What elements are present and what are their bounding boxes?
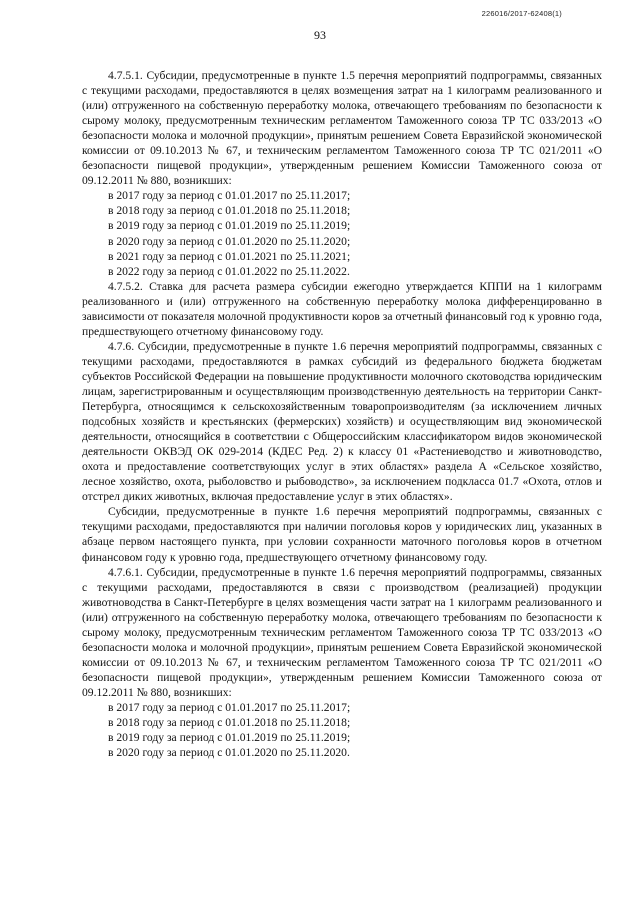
paragraph-4-7-5-2: 4.7.5.2. Ставка для расчета размера субсидии ежегодно утверждается КППИ на 1 килограмм реализованного и (или) отгруженного на собственную переработку молока дифференцированно в зависимости от показателя молочной продуктивности коров за отчетный финансовый год к уровню года, предшествующего отчетному финансовому году. <box>82 279 602 338</box>
paragraph-4-7-5-1: 4.7.5.1. Субсидии, предусмотренные в пункте 1.5 перечня мероприятий подпрограммы, связанных с текущими расходами, предоставляются в целях возмещения затрат на 1 килограмм реализованного и (или) отгруженного на собственную переработку молока, отвечающего требованиям по безопасности к сырому молоку, предусмотренным техническим регламентом Таможенного союза ТР ТС 033/2013 «О безопасности молока и молочной продукции», принятым решением Совета Евразийской экономической комиссии от 09.10.2013 № 67, и техническим регламентом Таможенного союза ТР ТС 021/2011 «О безопасности пищевой продукции», утвержденным решением Комиссии Таможенного союза от 09.12.2011 № 880, возникших: <box>82 69 602 188</box>
period-line-2018: в 2018 году за период с 01.01.2018 по 25.11.2018; <box>108 716 351 730</box>
paragraph-4-7-6: 4.7.6. Субсидии, предусмотренные в пункте 1.6 перечня мероприятий подпрограммы, связанных с текущими расходами, предоставляются в рамках субсидий из федерального бюджета бюджетам субъектов Российской Федерации на повышение продуктивности молочного скотоводства юридическим лицам, зарегистрированным и осуществляющим производственную деятельность на территории Санкт-Петербурга, относящимся к сельскохозяйственным товаропроизводителям (за исключением личных подсобных хозяйств и крестьянских (фермерских) хозяйств) и осуществляющим вид экономической деятельности, относящийся в соответствии с Общероссийским классификатором видов экономической деятельности ОКВЭД ОК 029-2014 (КДЕС Ред. 2) к классу 01 «Растениеводство и животноводство, охота и предоставление соответствующих услуг в этих областях» раздела А «Сельское хозяйство, лесное хозяйство, охота, рыболовство и рыбоводство», за исключением подкласса 01.7 «Охота, отлов и отстрел диких животных, включая предоставление услуг в этих областях». <box>82 339 602 504</box>
paragraph-subsidy-conditions: Субсидии, предусмотренные в пункте 1.6 перечня мероприятий подпрограммы, связанных с текущими расходами, предоставляются при наличии поголовья коров у юридических лиц, указанных в абзаце первом настоящего пункта, при условии сохранности маточного поголовья коров в отчетном финансовом году к уровню года, предшествующего отчетному финансовому году. <box>82 505 602 564</box>
period-line-2022: в 2022 году за период с 01.01.2022 по 25.11.2022. <box>108 264 350 278</box>
paragraph-4-7-6-1: 4.7.6.1. Субсидии, предусмотренные в пункте 1.6 перечня мероприятий подпрограммы, связанных с текущими расходами, предоставляются в связи с производством (реализацией) продукции животноводства в Санкт-Петербурге в целях возмещения части затрат на 1 килограмм реализованного и (или) отгруженного на собственную переработку молока, отвечающего требованиям по безопасности к сырому молоку, предусмотренным техническим регламентом Таможенного союза ТР ТС 033/2013 «О безопасности молока и молочной продукции», принятым решением Совета Евразийской экономической комиссии от 09.10.2013 № 67, и техническим регламентом Таможенного союза ТР ТС 021/2011 «О безопасности пищевой продукции», утвержденным решением Комиссии Таможенного союза от 09.12.2011 № 880, возникших: <box>82 565 602 699</box>
period-line-2021: в 2021 году за период с 01.01.2021 по 25.11.2021; <box>108 249 351 263</box>
period-line-2019: в 2019 году за период с 01.01.2019 по 25.11.2019; <box>108 731 351 745</box>
period-line-2017: в 2017 году за период с 01.01.2017 по 25.11.2017; <box>108 189 351 203</box>
period-line-2020: в 2020 году за период с 01.01.2020 по 25.11.2020. <box>108 746 350 760</box>
period-line-2019: в 2019 году за период с 01.01.2019 по 25.11.2019; <box>108 219 351 233</box>
period-line-2018: в 2018 году за период с 01.01.2018 по 25.11.2018; <box>108 204 351 218</box>
period-line-2020: в 2020 году за период с 01.01.2020 по 25.11.2020; <box>108 234 351 248</box>
period-line-2017: в 2017 году за период с 01.01.2017 по 25.11.2017; <box>108 700 351 714</box>
document-body <box>82 68 602 760</box>
page-number: 93 <box>314 28 326 42</box>
document-registration-number: 226016/2017-62408(1) <box>481 9 562 18</box>
